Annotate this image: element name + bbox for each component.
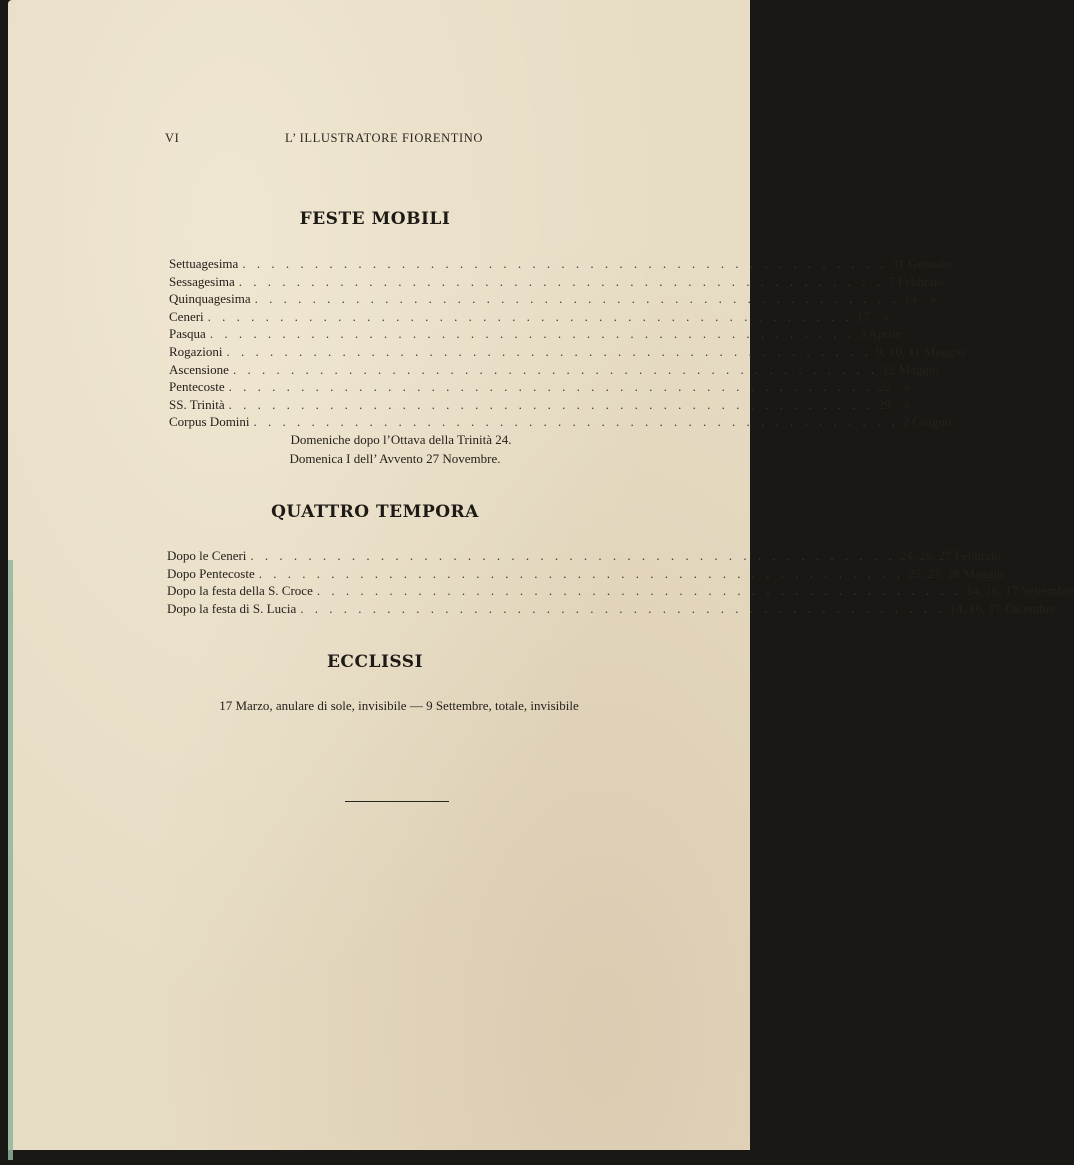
list-row bbox=[169, 273, 944, 290]
closing-rule bbox=[345, 801, 449, 802]
entry-name: Quinquagesima bbox=[169, 291, 251, 307]
entry-name: Ascensione bbox=[169, 361, 229, 377]
list-row bbox=[169, 326, 902, 342]
entry-date: 22 » bbox=[877, 379, 911, 395]
dot-leader: . . . . . . . . . . . . . . . . . . . . . . . . . . . . . . . . . . . . . . . . . . . . . bbox=[316, 583, 963, 598]
list-row bbox=[169, 379, 911, 395]
entry-date: 3 Aprile bbox=[859, 326, 902, 342]
page-number: VI bbox=[165, 131, 180, 145]
entry-date: 9, 10, 11 Maggio bbox=[875, 344, 965, 359]
list-row bbox=[169, 308, 890, 325]
entry-date: 14, 16, 17 Dicembre bbox=[949, 600, 1057, 616]
entry-name: SS. Trinità bbox=[169, 396, 225, 412]
entry-name: Dopo la festa della S. Croce bbox=[167, 583, 313, 598]
list-row bbox=[167, 600, 1057, 617]
dot-leader: . . . . . . . . . . . . . . . . . . . . . . . . . . . . . . . . . . . . . . . . . . . . . bbox=[228, 379, 874, 395]
dot-leader: . . . . . . . . . . . . . . . . . . . . . . . . . . . . . . . . . . . . . . . . . . . . . bbox=[207, 308, 853, 324]
entry-name: Rogazioni bbox=[169, 344, 223, 359]
list-row bbox=[169, 396, 911, 413]
entry-date: 2 Giugno bbox=[902, 414, 952, 430]
entry-date: 14, 16, 17 Settembre bbox=[966, 583, 1074, 598]
list-row bbox=[169, 344, 965, 360]
dot-leader: . . . . . . . . . . . . . . . . . . . . . . . . . . . . . . . . . . . . . . . . . . . . . bbox=[258, 565, 904, 581]
entry-date: 29 » bbox=[877, 396, 911, 412]
entry-name: Dopo la festa di S. Lucia bbox=[167, 600, 297, 616]
entry-date: 17 » bbox=[856, 308, 890, 324]
entry-name: Sessagesima bbox=[169, 273, 235, 289]
dot-leader: . . . . . . . . . . . . . . . . . . . . . . . . . . . . . . . . . . . . . . . . . . . . . bbox=[250, 548, 896, 563]
section-title-ecclissi: ECCLISSI bbox=[326, 652, 424, 672]
entry-name: Ceneri bbox=[169, 308, 204, 324]
list-row bbox=[167, 583, 1074, 599]
list-row bbox=[169, 414, 952, 430]
dot-leader: . . . . . . . . . . . . . . . . . . . . . . . . . . . . . . . . . . . . . . . . . . . . . bbox=[226, 344, 872, 359]
section-title-quattro-tempora: QUATTRO TEMPORA bbox=[271, 502, 479, 522]
entry-name: Corpus Domini bbox=[169, 414, 250, 430]
binding-edge bbox=[8, 560, 13, 1160]
list-row bbox=[167, 548, 1002, 564]
dot-leader: . . . . . . . . . . . . . . . . . . . . . . . . . . . . . . . . . . . . . . . . . . . . . bbox=[253, 414, 899, 430]
entry-date: 7 Febbraio bbox=[887, 273, 944, 289]
dot-leader: . . . . . . . . . . . . . . . . . . . . . . . . . . . . . . . . . . . . . . . . . . . . . bbox=[242, 256, 888, 271]
entry-name: Pasqua bbox=[169, 326, 206, 342]
dot-leader: . . . . . . . . . . . . . . . . . . . . . . . . . . . . . . . . . . . . . . . . . . . . . bbox=[238, 273, 884, 289]
dot-leader: . . . . . . . . . . . . . . . . . . . . . . . . . . . . . . . . . . . . . . . . . . . . . bbox=[228, 396, 874, 412]
entry-name: Pentecoste bbox=[169, 379, 225, 395]
note-avvento: Domenica I dell’ Avvento 27 Novembre. bbox=[289, 451, 501, 466]
dot-leader: . . . . . . . . . . . . . . . . . . . . . . . . . . . . . . . . . . . . . . . . . . . . . bbox=[232, 361, 879, 377]
entry-date: 12 Maggio bbox=[882, 361, 939, 377]
note-domeniche: Domeniche dopo l’Ottava della Trinità 24. bbox=[290, 432, 512, 447]
entry-name: Settuagesima bbox=[169, 256, 239, 271]
entry-date: 31 Gennaio bbox=[891, 256, 952, 271]
entry-date: 24, 26, 27 Febbraio bbox=[899, 548, 1002, 563]
list-row bbox=[167, 565, 1004, 582]
running-title: L’ ILLUSTRATORE FIORENTINO bbox=[285, 131, 484, 145]
list-row bbox=[169, 256, 952, 272]
section-title-feste-mobili: FESTE MOBILI bbox=[299, 209, 451, 229]
dot-leader: . . . . . . . . . . . . . . . . . . . . . . . . . . . . . . . . . . . . . . . . . . . . . bbox=[209, 326, 856, 342]
dot-leader: . . . . . . . . . . . . . . . . . . . . . . . . . . . . . . . . . . . . . . . . . . . . . bbox=[300, 600, 946, 616]
entry-date: 25, 27, 28 Maggio bbox=[907, 565, 1004, 581]
ecclissi-text: 17 Marzo, anulare di sole, invisibile — 9 Settembre, totale, invisibile bbox=[219, 698, 579, 713]
dot-leader: . . . . . . . . . . . . . . . . . . . . . . . . . . . . . . . . . . . . . . . . . . . . . bbox=[254, 291, 900, 307]
list-row bbox=[169, 291, 937, 307]
list-row bbox=[169, 361, 939, 378]
entry-date: 14 » bbox=[903, 291, 937, 307]
entry-name: Dopo Pentecoste bbox=[167, 565, 255, 581]
entry-name: Dopo le Ceneri bbox=[167, 548, 247, 563]
